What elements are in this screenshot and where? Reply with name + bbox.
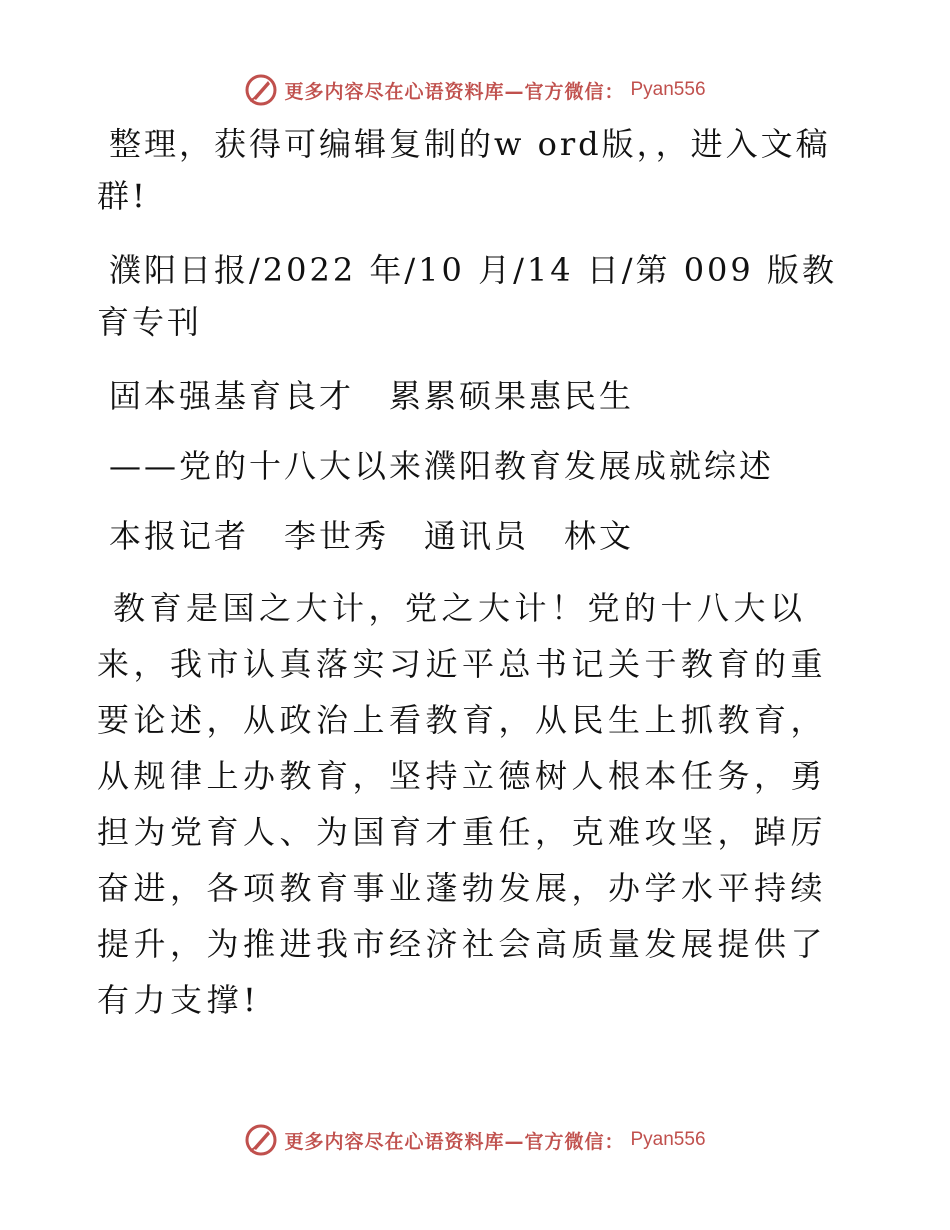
feather-pen-logo-icon bbox=[244, 73, 278, 107]
feather-pen-logo-icon bbox=[244, 1123, 278, 1157]
byline: 本报记者 李世秀 通讯员 林文 bbox=[109, 517, 635, 555]
watermark-account: Pyan556 bbox=[630, 79, 706, 100]
header-watermark bbox=[0, 72, 950, 108]
intro-paragraph: 整理，获得可编辑复制的w ord版，，进入文稿群! bbox=[97, 125, 831, 215]
watermark-text: 更多内容尽在心语资料库—官方微信： bbox=[284, 80, 625, 103]
subheadline: ——党的十八大以来濮阳教育发展成就综述 bbox=[109, 447, 775, 485]
footer-watermark bbox=[0, 1122, 950, 1158]
document-body bbox=[97, 118, 857, 1050]
watermark-account: Pyan556 bbox=[630, 1129, 706, 1150]
headline: 固本强基育良才 累累硕果惠民生 bbox=[109, 377, 635, 415]
source-line: 濮阳日报/2022 年/10 月/14 日/第 009 版教育专刊 bbox=[97, 251, 837, 341]
watermark-text: 更多内容尽在心语资料库—官方微信： bbox=[284, 1130, 625, 1153]
body-paragraph: 教育是国之大计，党之大计！党的十八大以来，我市认真落实习近平总书记关于教育的重要论述，从政治上看教育，从民生上抓教育，从规律上办教育，坚持立德树人根本任务，勇担为党育人、为国育才重任，克难攻坚，踔厉奋进，各项教育事业蓬勃发展，办学水平持续提升，为推进我市经济社会高质量发展提供了有力支撑! bbox=[97, 589, 828, 1019]
